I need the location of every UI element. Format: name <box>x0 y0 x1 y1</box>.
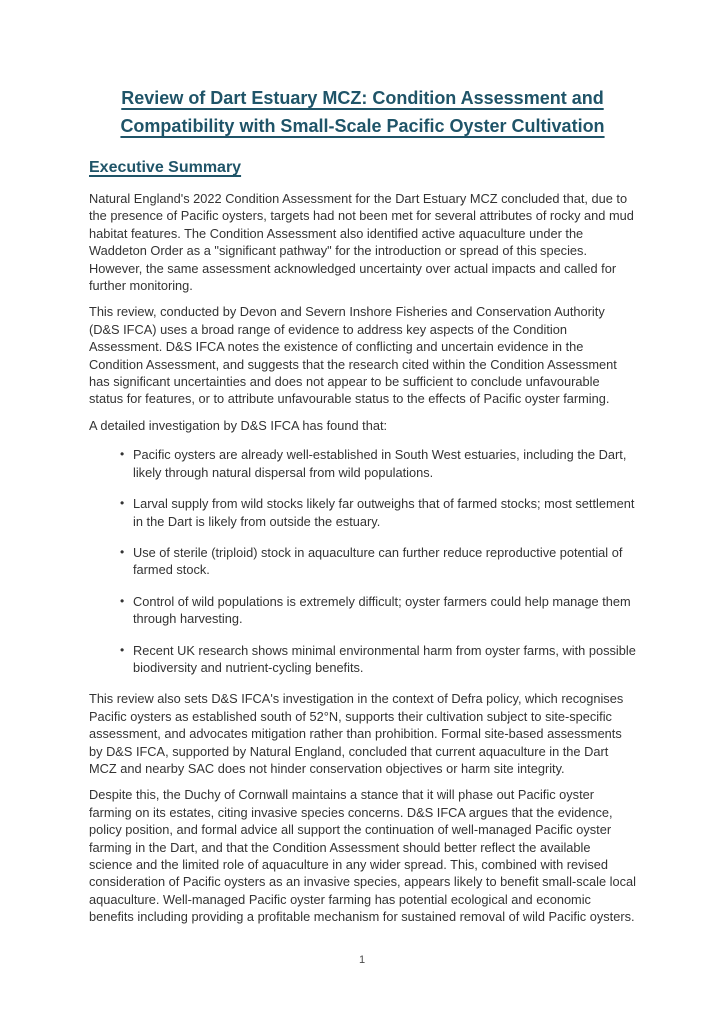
list-item-text: Use of sterile (triploid) stock in aquaculture can further reduce reproductive potential of farmed stock. <box>133 544 623 578</box>
section-heading-executive-summary: Executive Summary <box>89 159 242 176</box>
paragraph-findings-intro: A detailed investigation by D&S IFCA has found that: <box>89 417 388 433</box>
document-title: Review of Dart Estuary MCZ: Condition Assessment and Compatibility with Small-Scale Pacific Oyster Cultivation <box>120 88 605 136</box>
list-item-text: Control of wild populations is extremely difficult; oyster farmers could help manage them through harvesting. <box>133 593 631 627</box>
bullet-icon: • <box>120 544 125 559</box>
list-item-text: Pacific oysters are already well-established in South West estuaries, including the Dart, likely through natural dispersal from wild populations. <box>133 447 627 480</box>
key-findings-list <box>89 446 636 676</box>
bullet-icon: • <box>120 593 125 608</box>
bullet-icon: • <box>120 496 125 511</box>
list-item-wild-establishment <box>120 446 636 481</box>
paragraph-defra-policy: This review also sets D&S IFCA's investigation in the context of Defra policy, which recognises Pacific oysters as established south of 52°N, supports their cultivation subject to site-specific assessment, and advocates mitigation rather than prohibition. Formal site-based assessments by D&S IFCA, supported by Natural England, concluded that current aquaculture in the Dart MCZ and nearby SAC does not hinder conservation objectives or harm site integrity. <box>89 691 624 776</box>
list-item-text: Recent UK research shows minimal environmental harm from oyster farms, with possible biodiversity and nutrient-cycling benefits. <box>133 642 636 675</box>
list-item-uk-research <box>120 642 636 677</box>
paragraph-condition-assessment: Natural England's 2022 Condition Assessment for the Dart Estuary MCZ concluded that, due to the presence of Pacific oysters, targets had not been met for several attributes of rocky and mud habitat features. The Condition Assessment also identified active aquaculture under the Waddeton Order as a "significant pathway" for the introduction or spread of this species. However, the same assessment acknowledged uncertainty over actual impacts and called for further monitoring. <box>89 191 634 294</box>
list-item-triploid-stock <box>120 544 636 579</box>
list-item-larval-supply <box>120 495 636 530</box>
paragraph-review-scope: This review, conducted by Devon and Severn Inshore Fisheries and Conservation Authority (D&S IFCA) uses a broad range of evidence to address key aspects of the Condition Assessment. D&S IFCA notes the existence of conflicting and uncertain evidence in the Condition Assessment, and suggests that the research cited within the Condition Assessment has significant uncertainties and does not appear to be sufficient to conclude unfavourable status for features, or to attribute unfavourable status to the effects of Pacific oyster farming. <box>89 304 617 407</box>
bullet-icon: • <box>120 642 125 657</box>
list-item-wild-control <box>120 593 636 628</box>
paragraph-duchy-stance: Despite this, the Duchy of Cornwall maintains a stance that it will phase out Pacific oyster farming on its estates, citing invasive species concerns. D&S IFCA argues that the evidence, policy position, and formal advice all support the continuation of well-managed Pacific oyster farming in the Dart, and that the Condition Assessment should better reflect the available science and the limited role of aquaculture in any wider spread. This, combined with revised consideration of Pacific oysters as an invasive species, appears likely to benefit small-scale local aquaculture. Well-managed Pacific oyster farming has potential ecological and economic benefits including providing a profitable mechanism for sustained removal of wild Pacific oysters. <box>89 787 636 925</box>
page-number: 1 <box>358 954 366 966</box>
bullet-icon: • <box>120 447 125 462</box>
list-item-text: Larval supply from wild stocks likely far outweighs that of farmed stocks; most settlement in the Dart is likely from outside the estuary. <box>133 496 635 529</box>
